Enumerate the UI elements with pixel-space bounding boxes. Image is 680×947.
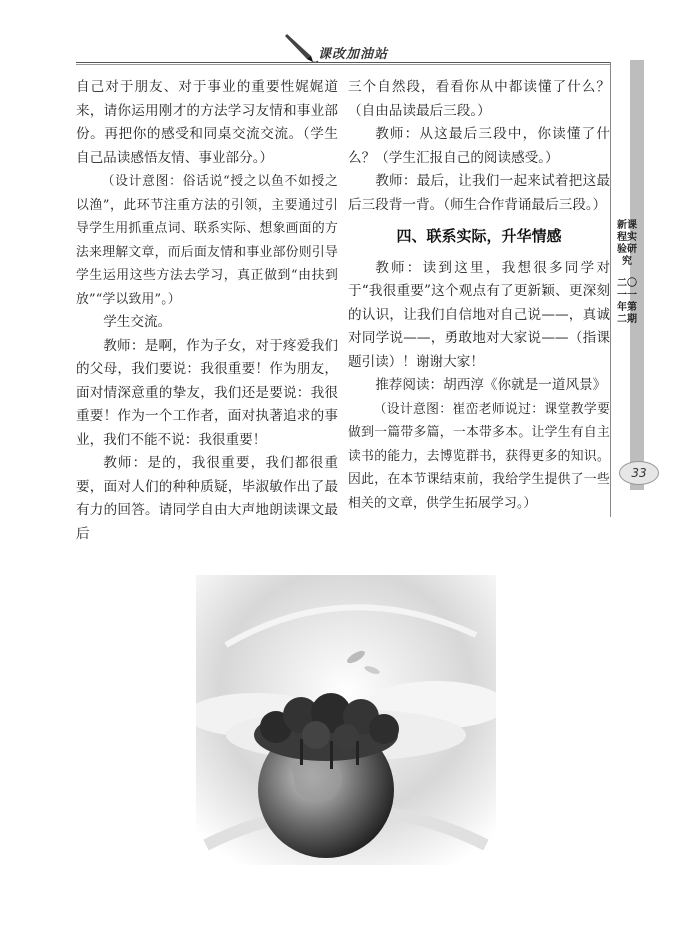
paragraph: 推荐阅读：胡西淳《你就是一道风景》 <box>375 377 607 393</box>
design-note-paragraph: （设计意图：崔峦老师说过：课堂教学要做到一篇带多篇，一本带多本。让学生有自主读书的能力，去博览群书，获得更多的知识。因此，在本节课结束前，我给学生提供了一些相关的文章，供学生拓展学习。） <box>348 401 610 511</box>
paragraph: 教师：是啊，作为子女，对于疼爱我们的父母，我们要说：我很重要！作为朋友，面对情深意重的挚友，我们还是要说：我很重要！作为一个工作者，面对执著追求的事业，我们不能不说：我很重要！ <box>76 337 338 448</box>
earth-with-trees-illustration <box>196 575 496 865</box>
page-number: 33 <box>619 461 659 485</box>
paragraph: 教师：从这最后三段中，你读懂了什么？（学生汇报自己的阅读感受。） <box>348 126 610 166</box>
design-note-paragraph: （设计意图：俗话说“授之以鱼不如授之以渔”，此环节注重方法的引领，主要通过引导学生用抓重点词、联系实际、想象画面的方法来理解文章，而后面友情和事业部份则引导学生运用这些方法去学习，真正做到“由扶到放”“学以致用”。） <box>76 174 338 307</box>
right-column <box>348 76 610 515</box>
paragraph: 三个自然段，看看你从中都读懂了什么？（自由品读最后三段。） <box>348 79 610 119</box>
section-title: 课改加油站 <box>318 47 389 62</box>
paragraph: 教师：最后，让我们一起来试着把这最后三段背一背。（师生合作背诵最后三段。） <box>348 173 610 213</box>
side-rule <box>610 62 611 517</box>
paragraph: 教师：读到这里，我想很多同学对于“我很重要”这个观点有了更新颖、更深刻的认识，让我们自信地对自己说——，真诚对同学说——，勇敢地对大家说——（指课题引读）！谢谢大家！ <box>348 259 610 370</box>
journal-title: 新课程实验研究 <box>617 220 637 267</box>
paragraph: 教师：是的，我很重要，我们都很重要，面对人们的种种质疑，毕淑敏作出了最有力的回答。请同学自由大声地朗读课文最后 <box>76 455 338 542</box>
pen-icon <box>283 30 319 66</box>
journal-name <box>616 220 638 326</box>
header-rule-thin <box>76 64 610 65</box>
journal-issue: 二〇一一年第二期 <box>617 278 637 325</box>
paragraph: 学生交流。 <box>103 314 172 330</box>
page-header <box>0 0 680 80</box>
left-column <box>76 76 338 546</box>
header-rule <box>76 62 610 63</box>
section-heading: 四、联系实际，升华情感 <box>396 227 562 245</box>
paragraph: 自己对于朋友、对于事业的重要性娓娓道来，请你运用刚才的方法学习友情和事业部份。再把你的感受和同桌交流交流。（学生自己品读感悟友情、事业部分。） <box>76 79 338 166</box>
